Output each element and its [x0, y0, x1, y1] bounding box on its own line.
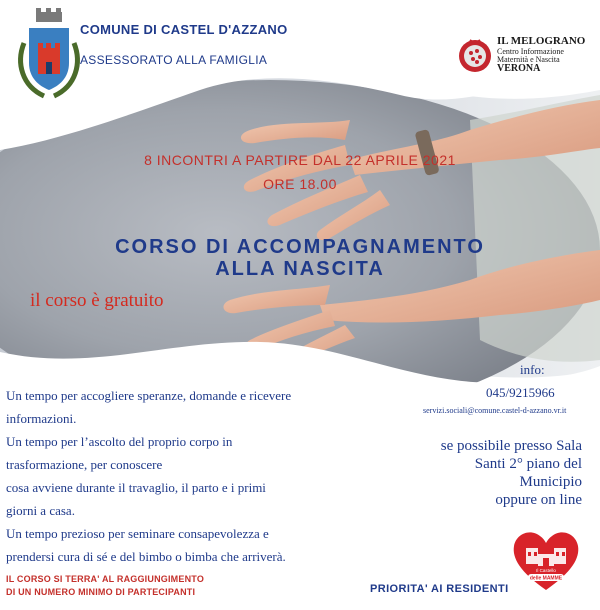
melograno-line1: Centro Informazione — [497, 46, 564, 56]
melograno-line2: Maternità e Nascita — [497, 54, 560, 64]
description-line: Un tempo per l’ascolto del proprio corpo in — [6, 434, 233, 449]
location-line3: Municipio — [519, 474, 582, 490]
description-line: Un tempo prezioso per seminare consapevolezza e — [6, 526, 269, 541]
free-course-note: il corso è gratuito — [30, 290, 164, 311]
melograno-city: VERONA — [497, 63, 541, 75]
location-info — [400, 437, 582, 509]
minimum-participants-note — [6, 573, 204, 599]
location-line2: Santi 2° piano del — [474, 456, 582, 472]
event-time: ORE 18.00 — [263, 176, 337, 192]
comune-title: COMUNE DI CASTEL D'AZZANO — [80, 22, 288, 37]
description-line: informazioni. — [6, 411, 77, 426]
badge-line1: Il Castello — [536, 568, 556, 573]
melograno-logo-icon — [456, 36, 494, 74]
email-address[interactable]: servizi.sociali@comune.castel-d-azzano.vr.it — [423, 406, 567, 415]
course-title-line2: ALLA NASCITA — [215, 258, 385, 280]
description-line: prendersi cura di sé e del bimbo o bimba che arriverà. — [6, 549, 286, 564]
castello-mamme-heart-icon — [510, 528, 582, 592]
minimo-line2: DI UN NUMERO MINIMO DI PARTECIPANTI — [6, 587, 196, 597]
melograno-title: IL MELOGRANO — [497, 35, 586, 47]
description-line: trasformazione, per conoscere — [6, 457, 163, 472]
description-line: giorni a casa. — [6, 503, 75, 518]
description-line: Un tempo per accogliere speranze, domande e ricevere — [6, 388, 292, 403]
info-label: info: — [520, 362, 545, 377]
course-title — [0, 236, 600, 280]
minimo-line1: IL CORSO SI TERRA' AL RAGGIUNGIMENTO — [6, 574, 205, 584]
phone-number[interactable]: 045/9215966 — [486, 385, 555, 400]
assessorato-label: ASSESSORATO ALLA FAMIGLIA — [80, 53, 268, 67]
badge-line2: delle MAMME — [529, 575, 563, 582]
description-line: cosa avviene durante il travaglio, il parto e i primi — [6, 480, 266, 495]
incontri-date: 8 INCONTRI A PARTIRE DAL 22 APRILE 2021 — [144, 152, 456, 168]
course-title-line1: CORSO DI ACCOMPAGNAMENTO — [115, 236, 485, 258]
melograno-text — [497, 36, 585, 75]
location-line1: se possibile presso Sala — [440, 438, 582, 454]
residents-priority-note: PRIORITA' AI RESIDENTI — [370, 583, 509, 595]
description — [6, 384, 376, 568]
coat-of-arms-logo — [14, 8, 84, 100]
location-line4: oppure on line — [495, 492, 582, 508]
